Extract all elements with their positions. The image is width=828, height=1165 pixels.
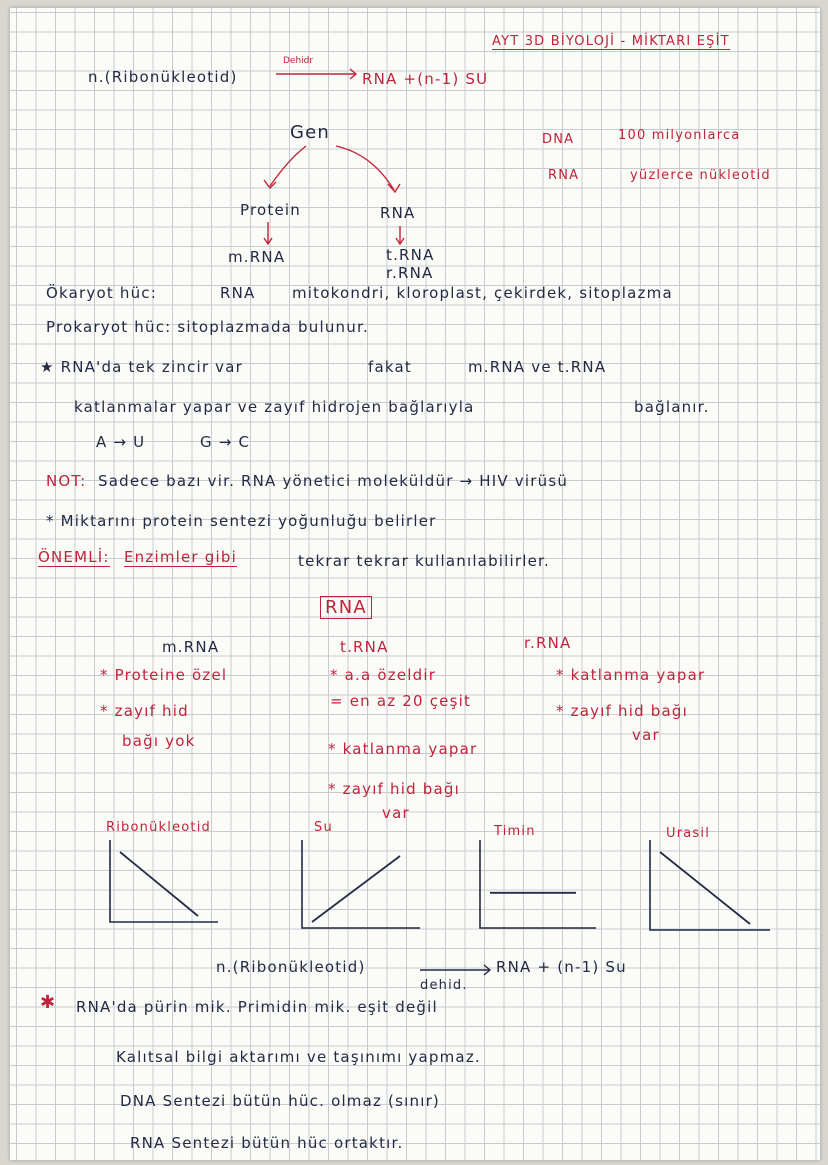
gene-root: Gen [290, 122, 331, 143]
trna-line1: * a.a özeldir [330, 666, 437, 684]
folding-line-end: bağlanır. [634, 398, 710, 416]
trna-line4: * zayıf hid bağı [328, 780, 460, 798]
footer-line2: Kalıtsal bilgi aktarımı ve taşınımı yapmaz. [116, 1048, 481, 1066]
footer-eq-left: n.(Ribonükleotid) [216, 958, 366, 976]
note-label: NOT: [46, 472, 87, 490]
trna-line5: var [382, 804, 410, 822]
footer-eq-below: dehid. [420, 978, 468, 993]
mrna-title: m.RNA [162, 638, 220, 656]
amount-line: * Miktarını protein sentezi yoğunluğu belirler [46, 512, 437, 530]
mrna-line2: * zayıf hid [100, 702, 189, 720]
graph-ribonucleotide-label: Ribonükleotid [106, 820, 211, 835]
footer-eq-right: RNA + (n-1) Su [496, 958, 627, 976]
compare-dna-label: DNA [542, 132, 575, 147]
footer-star-icon: ✱ [40, 992, 57, 1013]
graph-trend-line-decreasing [120, 852, 198, 916]
graph-ribonucleotide-axes [110, 840, 218, 922]
equation-left: n.(Ribonükleotid) [88, 68, 238, 86]
eukaryote-locations: mitokondri, kloroplast, çekirdek, sitoplazma [292, 284, 673, 302]
rrna-line2: * zayıf hid bağı [556, 702, 688, 720]
eukaryote-rna: RNA [220, 284, 256, 302]
mrna-line3: bağı yok [122, 732, 196, 750]
compare-dna-value: 100 milyonlarca [618, 128, 741, 143]
trna-line2: = en az 20 çeşit [330, 692, 472, 710]
note-text: Sadece bazı vir. RNA yönetici moleküldür → HIV virüsü [98, 472, 569, 490]
footer-star-line: RNA'da pürin mik. Primidin mik. eşit değil [76, 998, 438, 1016]
gene-rna: RNA [380, 204, 416, 222]
gene-protein: Protein [240, 201, 301, 219]
compare-rna-value: yüzlerce nükleotid [630, 168, 771, 183]
equation-right: RNA +(n-1) SU [362, 70, 489, 88]
rrna-title: r.RNA [524, 634, 572, 652]
base-pair-gc: G → C [200, 433, 251, 451]
star-line-a: ★ RNA'da tek zincir var [40, 358, 244, 376]
mrna-line1: * Proteine özel [100, 666, 228, 684]
trna-title: t.RNA [340, 638, 389, 656]
graph-trend-line-increasing [312, 856, 400, 922]
rna-types-title: RNA [320, 596, 372, 619]
rrna-line1: * katlanma yapar [556, 666, 706, 684]
gene-rrna: r.RNA [386, 264, 434, 282]
graph-uracil-axes [650, 840, 770, 930]
graph-water-axes [302, 840, 420, 928]
graph-water-label: Su [314, 820, 333, 835]
graph-uracil-label: Urasil [666, 826, 711, 841]
graph-thymine-axes [480, 840, 596, 928]
gene-trna: t.RNA [386, 246, 435, 264]
topic-header: AYT 3D BİYOLOJİ - MİKTARI EŞİT [492, 34, 730, 49]
footer-arrow-icon [420, 965, 490, 975]
folding-line: katlanmalar yapar ve zayıf hidrojen bağlarıyla [74, 398, 475, 416]
star-line-b: fakat [368, 358, 412, 376]
graph-trend-line-decreasing [660, 852, 750, 924]
important-label: ÖNEMLİ: [38, 548, 110, 566]
rrna-line3: var [632, 726, 660, 744]
important-a: Enzimler gibi [124, 548, 237, 566]
trna-line3: * katlanma yapar [328, 740, 478, 758]
base-pair-au: A → U [96, 433, 146, 451]
important-b: tekrar tekrar kullanılabilirler. [298, 552, 551, 570]
notebook-page [10, 8, 820, 1160]
eukaryote-label: Ökaryot hüc: [46, 284, 158, 302]
footer-line3: DNA Sentezi bütün hüc. olmaz (sınır) [120, 1092, 440, 1110]
star-line-c: m.RNA ve t.RNA [468, 358, 607, 376]
gene-mrna: m.RNA [228, 248, 286, 266]
graph-thymine-label: Timin [494, 824, 536, 839]
compare-rna-label: RNA [548, 168, 580, 183]
footer-line4: RNA Sentezi bütün hüc ortaktır. [130, 1134, 404, 1152]
gene-arrows-icon [264, 146, 404, 244]
prokaryote-line: Prokaryot hüc: sitoplazmada bulunur. [46, 318, 369, 336]
equation-arrow-label: Dehidr [283, 56, 314, 66]
equation-arrow-icon [276, 69, 356, 79]
